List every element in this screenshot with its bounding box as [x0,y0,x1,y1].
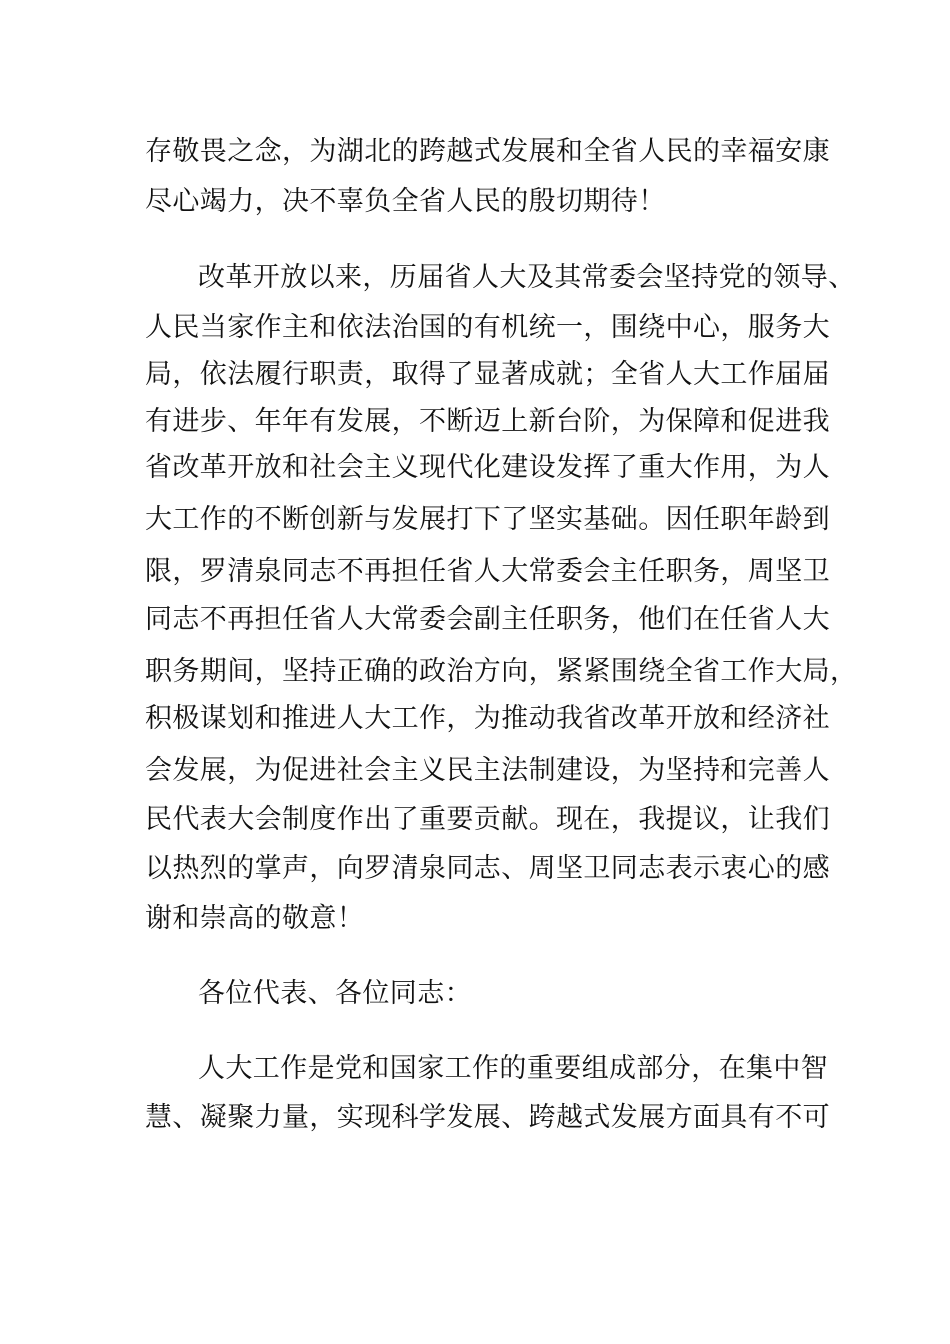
text-line: 慧、凝聚力量，实现科学发展、跨越式发展方面具有不可 [145,1102,830,1133]
text-line: 省改革开放和社会主义现代化建设发挥了重大作用，为人 [145,452,830,483]
text-line: 大工作的不断创新与发展打下了坚实基础。因任职年龄到 [145,504,830,535]
text-line: 人大工作是党和国家工作的重要组成部分，在集中智 [198,1053,829,1084]
text-line: 各位代表、各位同志： [198,978,472,1009]
text-line: 职务期间，坚持正确的政治方向，紧紧围绕全省工作大局， [145,656,858,687]
text-line: 局，依法履行职责，取得了显著成就；全省人大工作届届 [145,359,830,390]
text-line: 谢和崇高的敬意！ [145,903,365,934]
text-line: 限，罗清泉同志不再担任省人大常委会主任职务，周坚卫 [145,556,830,587]
text-line: 积极谋划和推进人大工作，为推动我省改革开放和经济社 [145,703,830,734]
text-line: 以热烈的掌声，向罗清泉同志、周坚卫同志表示衷心的感 [145,853,830,884]
text-line: 民代表大会制度作出了重要贡献。现在，我提议，让我们 [145,804,830,835]
text-line: 有进步、年年有发展，不断迈上新台阶，为保障和促进我 [145,406,830,437]
text-line: 改革开放以来，历届省人大及其常委会坚持党的领导、 [198,262,856,293]
text-line: 尽心竭力，决不辜负全省人民的殷切期待！ [145,186,666,217]
text-line: 人民当家作主和依法治国的有机统一，围绕中心，服务大 [145,312,830,343]
text-line: 会发展，为促进社会主义民主法制建设，为坚持和完善人 [145,755,830,786]
text-line: 存敬畏之念，为湖北的跨越式发展和全省人民的幸福安康 [145,136,830,167]
text-line: 同志不再担任省人大常委会副主任职务，他们在任省人大 [145,604,830,635]
